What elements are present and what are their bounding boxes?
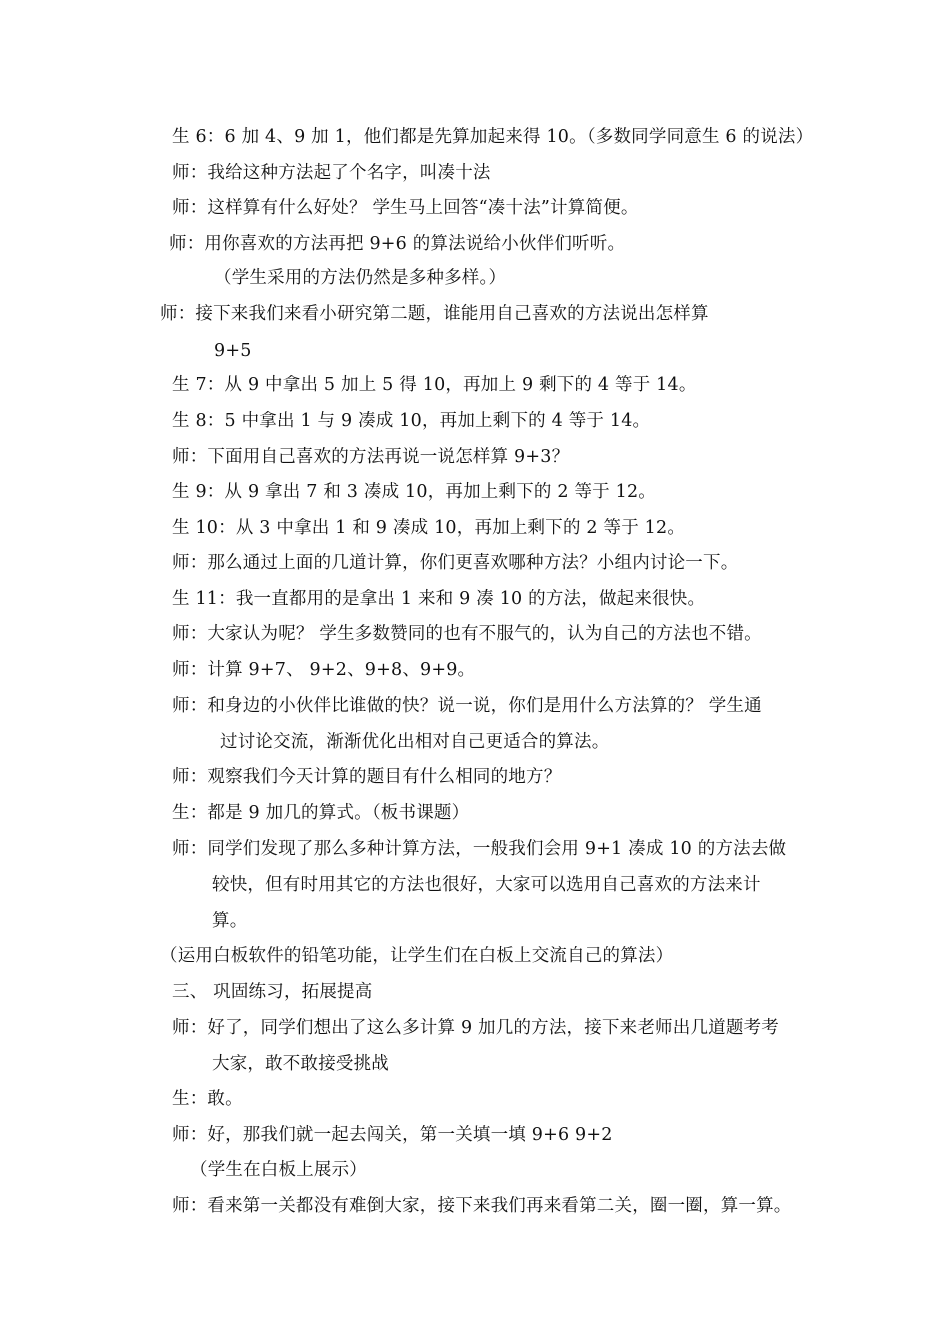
text-line: 生 9：从 9 拿出 7 和 3 凑成 10，再加上剩下的 2 等于 12。 xyxy=(172,482,656,502)
text-line: 师：同学们发现了那么多种计算方法，一般我们会用 9+1 凑成 10 的方法去做 xyxy=(172,839,787,859)
text-line: 生 11：我一直都用的是拿出 1 来和 9 凑 10 的方法，做起来很快。 xyxy=(172,589,706,609)
text-line: 师：接下来我们来看小研究第二题，谁能用自己喜欢的方法说出怎样算 xyxy=(160,304,709,324)
text-line: 9+5 xyxy=(214,341,252,361)
text-line: （学生采用的方法仍然是多种多样。） xyxy=(214,268,507,288)
text-line: 师：看来第一关都没有难倒大家，接下来我们再来看第二关，圈一圈，算一算。 xyxy=(172,1196,792,1216)
text-line: 生 10：从 3 中拿出 1 和 9 凑成 10，再加上剩下的 2 等于 12。 xyxy=(172,518,686,538)
text-line: 师：计算 9+7、 9+2、9+8、9+9。 xyxy=(172,660,476,680)
text-line: 生 8：5 中拿出 1 与 9 凑成 10，再加上剩下的 4 等于 14。 xyxy=(172,411,651,431)
text-line: 算。 xyxy=(212,911,248,931)
text-line: 过讨论交流，渐渐优化出相对自己更适合的算法。 xyxy=(220,732,610,752)
section-heading: 三、 巩固练习，拓展提高 xyxy=(172,982,373,1002)
text-line: （运用白板软件的铅笔功能，让学生们在白板上交流自己的算法） xyxy=(160,946,674,966)
text-line: 生 7：从 9 中拿出 5 加上 5 得 10，再加上 9 剩下的 4 等于 14。 xyxy=(172,375,697,395)
text-line: 师：好了，同学们想出了这么多计算 9 加几的方法，接下来老师出几道题考考 xyxy=(172,1018,779,1038)
text-line: 师：那么通过上面的几道计算，你们更喜欢哪种方法？小组内讨论一下。 xyxy=(172,553,739,573)
text-line: 师：这样算有什么好处？ 学生马上回答“凑十法”计算简便。 xyxy=(172,198,639,218)
text-line: 师：和身边的小伙伴比谁做的快？说一说，你们是用什么方法算的？ 学生通 xyxy=(172,696,762,716)
text-line: 师：用你喜欢的方法再把 9+6 的算法说给小伙伴们听听。 xyxy=(169,234,626,254)
text-line: 师：我给这种方法起了个名字，叫凑十法 xyxy=(172,163,491,183)
text-line: 较快，但有时用其它的方法也很好，大家可以选用自己喜欢的方法来计 xyxy=(212,875,761,895)
text-line: 生：敢。 xyxy=(172,1089,243,1109)
text-line: 师：好，那我们就一起去闯关，第一关填一填 9+6 9+2 xyxy=(172,1125,613,1145)
text-line: 师：观察我们今天计算的题目有什么相同的地方？ xyxy=(172,767,562,787)
text-line: 生：都是 9 加几的算式。（板书课题） xyxy=(172,803,470,823)
text-line: 师：下面用自己喜欢的方法再说一说怎样算 9+3？ xyxy=(172,447,570,467)
text-line: 生 6：6 加 4、9 加 1，他们都是先算加起来得 10。（多数同学同意生 6 的说法） xyxy=(172,127,814,147)
text-line: 师：大家认为呢？ 学生多数赞同的也有不服气的，认为自己的方法也不错。 xyxy=(172,624,762,644)
text-line: 大家，敢不敢接受挑战 xyxy=(212,1054,389,1074)
text-line: （学生在白板上展示） xyxy=(190,1160,367,1180)
